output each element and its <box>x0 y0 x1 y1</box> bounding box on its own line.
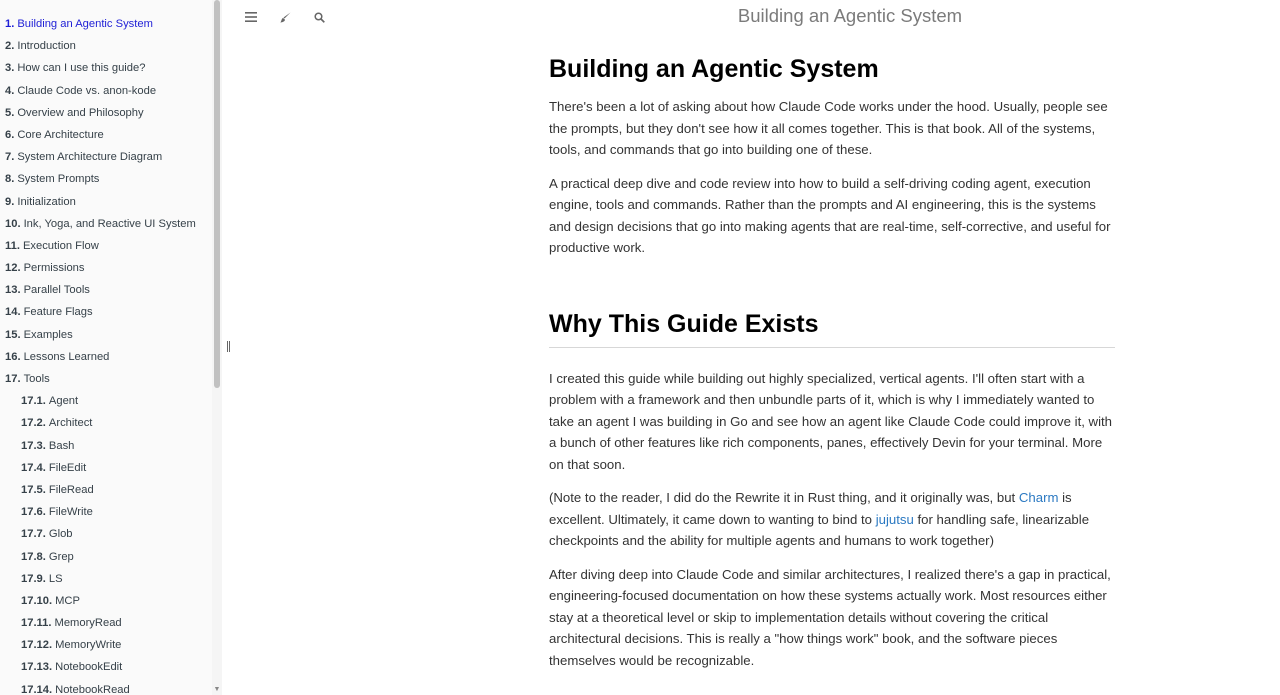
sidebar-item[interactable] <box>0 390 212 412</box>
sidebar-item-number: 17.4. <box>21 461 46 474</box>
why-paragraph-3: After diving deep into Claude Code and similar architectures, I realized there's a gap in practical, engineering-focused documentation on how these systems actually work. Most resources either stay at a theoretical level or skip to implementation details without covering the critical architectural decisions. This is really a "how things work" book, and the software pieces themselves would be recognizable. <box>549 566 1111 668</box>
intro-paragraph-1: There's been a lot of asking about how Claude Code works under the hood. Usually, people see the prompts, but they don't see how it all comes together. This is that book. All of the systems, tools, and commands that go into building one of these. <box>549 99 1108 157</box>
sidebar-item-label: Grep <box>48 550 74 563</box>
sidebar-item[interactable] <box>0 346 212 368</box>
sidebar-item-number: 8. <box>5 173 15 186</box>
sidebar-item-number: 11. <box>5 239 20 252</box>
sidebar-item-number: 10. <box>5 217 21 230</box>
sidebar-item-label: Examples <box>23 328 73 341</box>
sidebar-item[interactable] <box>0 146 212 168</box>
sidebar-item-label: FileWrite <box>48 506 93 519</box>
sidebar-item-label: Introduction <box>17 40 76 53</box>
sidebar-scrollbar[interactable] <box>212 0 222 695</box>
sidebar-item-number: 17.8. <box>21 550 46 563</box>
sidebar-item-number: 17.12. <box>21 639 53 652</box>
sidebar-item[interactable] <box>0 368 212 390</box>
sidebar-item[interactable] <box>0 324 212 346</box>
sidebar-item-number: 2. <box>5 40 15 53</box>
sidebar-item-label: Architect <box>48 417 93 430</box>
sidebar-item-label: Permissions <box>23 262 85 275</box>
sidebar-item-number: 17.1. <box>21 395 46 408</box>
sidebar-item-label: Claude Code vs. anon-kode <box>17 84 157 97</box>
sidebar-item-number: 7. <box>5 151 15 164</box>
sidebar-item[interactable] <box>0 301 212 323</box>
sidebar-item-label: System Architecture Diagram <box>17 151 163 164</box>
why-paragraph-1: I created this guide while building out highly specialized, vertical agents. I'll often start with a problem with a framework and then unbundle parts of it, which is why I immediately wanted to take an agent I was building in Go and see how an agent like Claude Code could improve it, with a bunch of other features like rich components, panes, effectively Devin for your terminal. More on that soon. <box>549 370 1113 472</box>
sidebar-item-label: Building an Agentic System <box>17 18 153 30</box>
sidebar-item-number: 13. <box>5 284 21 297</box>
sidebar-item-number: 17. <box>5 373 21 385</box>
toggle-sidebar-button[interactable] <box>242 8 260 26</box>
sidebar-item-label: MemoryWrite <box>55 639 122 652</box>
charm-link[interactable]: Charm <box>1018 490 1059 505</box>
section-heading-why: Why This Guide Exists <box>549 307 1115 348</box>
why-paragraph-2 <box>549 487 1115 552</box>
sidebar-item-number: 15. <box>5 328 21 341</box>
sidebar-item-label: Feature Flags <box>23 306 93 319</box>
sidebar-item[interactable] <box>0 80 212 102</box>
sidebar-item[interactable] <box>0 13 212 35</box>
sidebar-item-number: 17.7. <box>21 528 46 541</box>
sidebar-item[interactable] <box>0 568 212 590</box>
sidebar-item-label: Overview and Philosophy <box>17 106 144 119</box>
sidebar-item-label: NotebookEdit <box>55 661 123 674</box>
sidebar-item-number: 4. <box>5 84 15 97</box>
sidebar-item-number: 17.6. <box>21 506 46 519</box>
sidebar-item-number: 17.13. <box>21 661 53 674</box>
sidebar-item-number: 1. <box>5 18 15 30</box>
sidebar-item[interactable] <box>0 235 212 257</box>
sidebar-item[interactable] <box>0 501 212 523</box>
sidebar-item-number: 9. <box>5 195 15 208</box>
scroll-down-arrow-icon[interactable]: ▼ <box>213 686 221 693</box>
sidebar-item-number: 16. <box>5 350 21 363</box>
sidebar-item[interactable] <box>0 479 212 501</box>
sidebar-item-label: LS <box>48 572 63 585</box>
sidebar-item[interactable] <box>0 679 212 695</box>
sidebar-item[interactable] <box>0 457 212 479</box>
sidebar-resize-handle[interactable] <box>227 341 230 352</box>
book-title: Building an Agentic System <box>737 5 963 26</box>
intro-paragraph-2: A practical deep dive and code review into how to build a self-driving coding agent, execution engine, tools and commands. Rather than the prompts and AI engineering, this is the systems and design decisions that go into making agents that are real-time, self-corrective, and useful for productive work. <box>549 175 1111 255</box>
sidebar-item[interactable] <box>0 656 212 678</box>
sidebar-item-number: 17.10. <box>21 594 53 607</box>
sidebar-item-number: 6. <box>5 128 15 141</box>
sidebar-item[interactable] <box>0 612 212 634</box>
page-title: Building an Agentic System <box>549 55 879 83</box>
sidebar-item-number: 12. <box>5 262 21 275</box>
sidebar-item-label: Parallel Tools <box>23 284 90 297</box>
jujutsu-link[interactable]: jujutsu <box>875 511 914 527</box>
sidebar-item-label: Lessons Learned <box>23 350 110 363</box>
why-paragraph-2-text-a: (Note to the reader, I did do the Rewrite it in Rust thing, and it originally was, but <box>549 490 1019 505</box>
sidebar-item[interactable] <box>0 590 212 612</box>
sidebar-item[interactable] <box>0 546 212 568</box>
sidebar-item[interactable] <box>0 435 212 457</box>
main-content <box>549 52 1115 683</box>
change-theme-button[interactable] <box>276 8 294 26</box>
scrollbar-thumb[interactable] <box>214 0 220 388</box>
sidebar-item-number: 17.5. <box>21 483 46 496</box>
sidebar-item[interactable] <box>0 634 212 656</box>
sidebar-item-label: Agent <box>48 395 79 408</box>
sidebar-item-number: 3. <box>5 62 15 75</box>
search-button[interactable] <box>310 8 328 26</box>
sidebar-item[interactable] <box>0 257 212 279</box>
why-paragraph-2-text-c: for handling safe, linearizable checkpoints and the ability for multiple agents and humans to work together) <box>549 511 1090 548</box>
brush-icon <box>280 12 291 23</box>
sidebar-item[interactable] <box>0 213 212 235</box>
sidebar-item[interactable] <box>0 523 212 545</box>
hamburger-icon <box>245 12 257 22</box>
sidebar-item[interactable] <box>0 102 212 124</box>
sidebar-item-label: Glob <box>48 528 73 541</box>
sidebar-item[interactable] <box>0 279 212 301</box>
sidebar-item-number: 14. <box>5 306 21 319</box>
sidebar-item-number: 17.9. <box>21 572 46 585</box>
search-icon <box>314 12 325 23</box>
sidebar-item-label: Execution Flow <box>22 239 99 252</box>
sidebar-item-number: 17.14. <box>21 683 53 695</box>
sidebar-item-number: 17.3. <box>21 439 46 452</box>
sidebar-item-number: 5. <box>5 106 15 119</box>
sidebar-item[interactable] <box>0 57 212 79</box>
why-paragraph-2-text-b: is excellent. Ultimately, it came down to wanting to bind to <box>549 490 1072 527</box>
sidebar-item-label: FileEdit <box>48 461 87 474</box>
sidebar-item[interactable] <box>0 168 212 190</box>
sidebar-item[interactable] <box>0 412 212 434</box>
sidebar-item-label: System Prompts <box>17 173 100 186</box>
sidebar-item-label: How can I use this guide? <box>17 62 146 75</box>
sidebar <box>0 0 212 695</box>
sidebar-item-label: Initialization <box>17 195 76 208</box>
sidebar-item-label: Ink, Yoga, and Reactive UI System <box>23 217 196 230</box>
table-of-contents <box>0 0 212 695</box>
sidebar-item-label: MemoryRead <box>54 617 122 630</box>
sidebar-item[interactable] <box>0 35 212 57</box>
sidebar-item[interactable] <box>0 124 212 146</box>
sidebar-item[interactable] <box>0 191 212 213</box>
sidebar-item-label: FileRead <box>48 483 94 496</box>
sidebar-item-label: MCP <box>55 594 80 607</box>
sidebar-item-number: 17.11. <box>21 617 52 630</box>
sidebar-item-label: Tools <box>23 373 50 385</box>
sidebar-item-label: Bash <box>48 439 75 452</box>
sidebar-item-label: Core Architecture <box>17 128 104 141</box>
sidebar-item-label: NotebookRead <box>55 683 130 695</box>
sidebar-item-number: 17.2. <box>21 417 46 430</box>
